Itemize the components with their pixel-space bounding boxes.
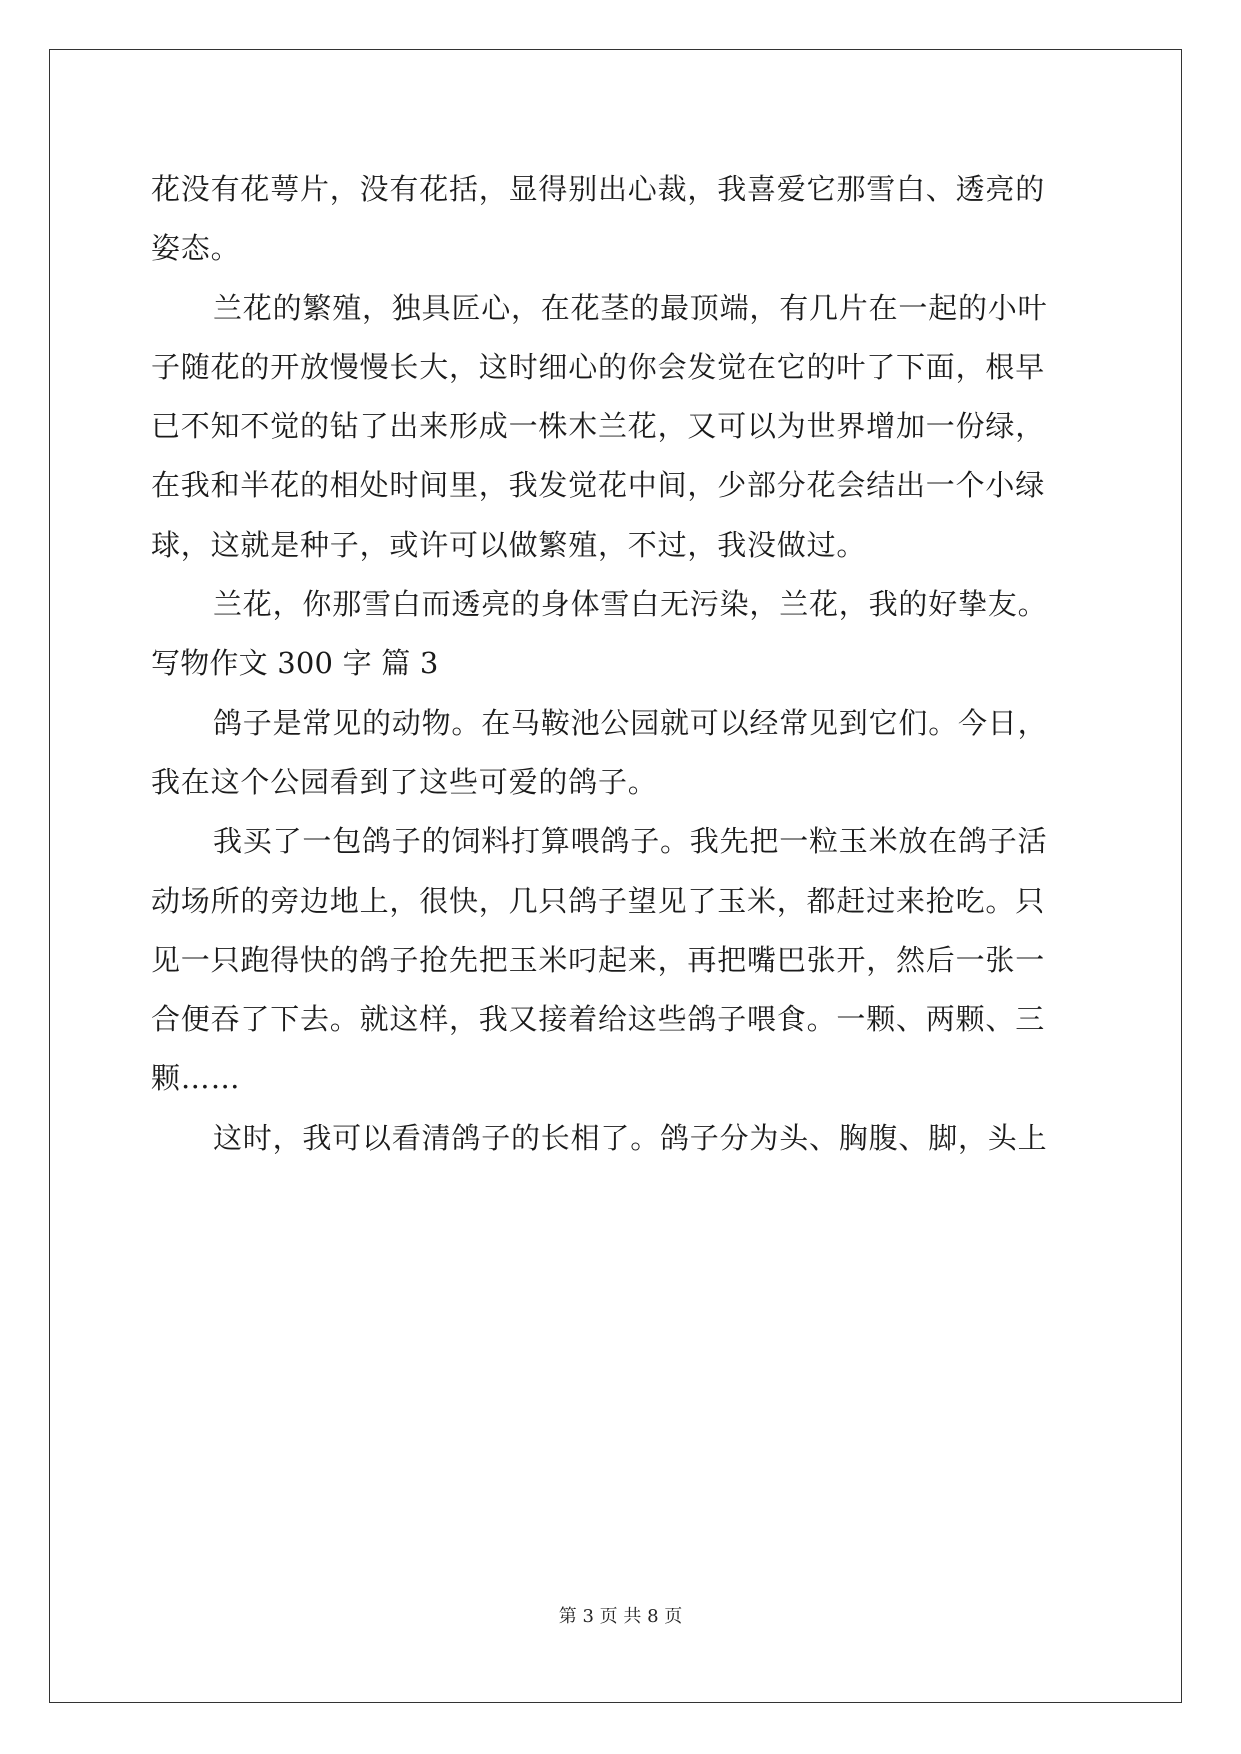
paragraph-start: 鸽子是常见的动物。在马鞍池公园就可以经常见到它们。今日，: [213, 705, 1048, 740]
text-line: 花没有花萼片，没有花括，显得别出心裁，我喜爱它那雪白、透亮的: [151, 172, 1046, 206]
text-line: 在我和半花的相处时间里，我发觉花中间，少部分花会结出一个小绿: [151, 468, 1046, 503]
text-line: 颗……: [151, 1061, 241, 1096]
paragraph-start: 我买了一包鸽子的饲料打算喂鸽子。我先把一粒玉米放在鸽子活: [213, 824, 1048, 859]
text-line: 子随花的开放慢慢长大，这时细心的你会发觉在它的叶了下面，根早: [151, 349, 1046, 384]
document-body: [151, 160, 1091, 1168]
page-number-footer: 第 3 页 共 8 页: [558, 1606, 683, 1627]
text-line: 合便吞了下去。就这样，我又接着给这些鸽子喂食。一颗、两颗、三: [151, 1002, 1046, 1037]
text-line: 球，这就是种子，或许可以做繁殖，不过，我没做过。: [151, 527, 867, 562]
paragraph-start: 这时，我可以看清鸽子的长相了。鸽子分为头、胸腹、脚，头上: [213, 1120, 1048, 1155]
text-line: 我在这个公园看到了这些可爱的鸽子。: [151, 764, 658, 799]
paragraph-start: 兰花，你那雪白而透亮的身体雪白无污染，兰花，我的好挚友。: [213, 587, 1048, 622]
text-line: 见一只跑得快的鸽子抢先把玉米叼起来，再把嘴巴张开，然后一张一: [151, 942, 1046, 977]
text-line: 动场所的旁边地上，很快，几只鸽子望见了玉米，都赶过来抢吃。只: [151, 883, 1046, 918]
paragraph-start: 兰花的繁殖，独具匠心，在花茎的最顶端，有几片在一起的小叶: [213, 290, 1048, 325]
section-heading: 写物作文 300 字 篇 3: [151, 646, 439, 681]
text-line: 姿态。: [151, 231, 241, 266]
text-line: 已不知不觉的钻了出来形成一株木兰花，又可以为世界增加一份绿，: [151, 409, 1046, 444]
